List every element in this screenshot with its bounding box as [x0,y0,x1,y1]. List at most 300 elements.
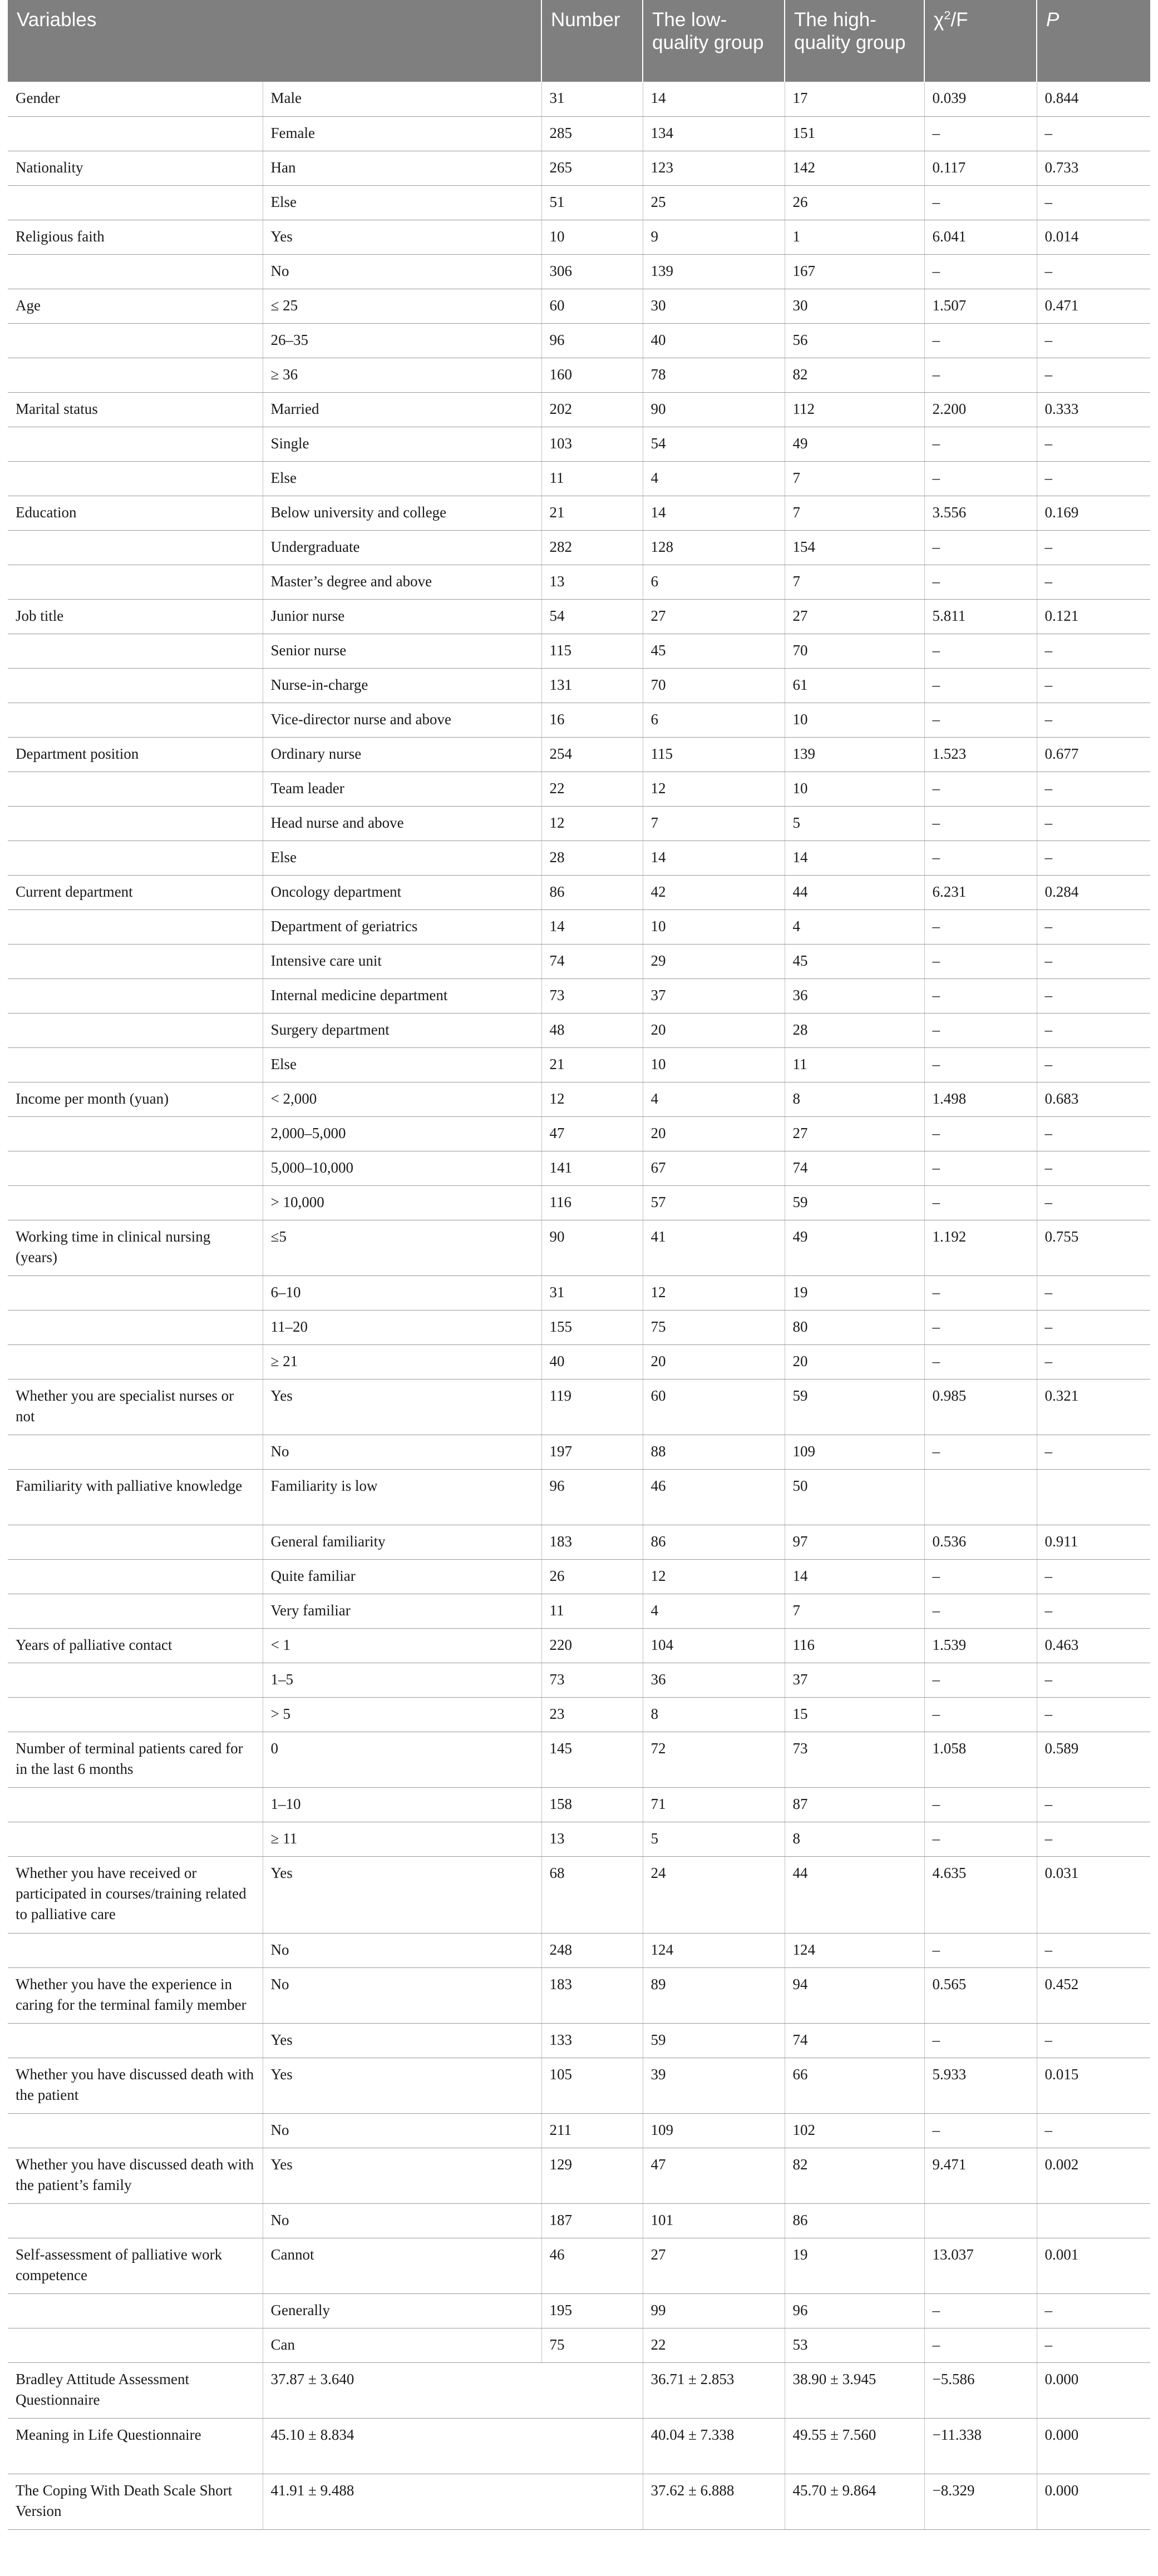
variable-cell: Familiarity with palliative knowledge [8,1469,263,1525]
category-cell: No [263,2203,541,2238]
number-cell: 73 [541,1663,643,1697]
high-group-cell: 50 [785,1469,924,1525]
low-group-cell: 20 [643,1116,785,1151]
chi-square-cell: – [924,1663,1037,1697]
chi-square-cell: – [924,1275,1037,1310]
table-row [8,1732,1150,1787]
category-cell: Ordinary nurse [263,737,541,772]
table-row [8,1435,1150,1469]
variable-cell: Whether you have the experience in caring for the terminal family member [8,1967,263,2023]
variable-cell [8,185,263,220]
low-group-cell: 45 [643,634,785,668]
category-cell: ≥ 11 [263,1822,541,1856]
category-cell: Master’s degree and above [263,565,541,599]
chi-square-cell: 5.811 [924,599,1037,634]
chi-square-cell: 9.471 [924,2148,1037,2203]
number-cell: 51 [541,185,643,220]
number-cell: 46 [541,2238,643,2293]
p-value-cell: – [1037,2113,1150,2148]
variable-cell [8,668,263,703]
number-cell: 41.91 ± 9.488 [263,2474,643,2529]
number-cell: 195 [541,2293,643,2328]
chi-square-cell: 1.523 [924,737,1037,772]
number-cell: 141 [541,1151,643,1185]
low-group-cell: 4 [643,1082,785,1116]
category-cell: > 10,000 [263,1185,541,1220]
low-group-cell: 8 [643,1697,785,1732]
p-value-cell: – [1037,1663,1150,1697]
low-group-cell: 86 [643,1525,785,1559]
chi-square-cell: – [924,1822,1037,1856]
p-value-cell: 0.014 [1037,220,1150,254]
number-cell: 254 [541,737,643,772]
variable-cell: Nationality [8,151,263,185]
p-value-cell: – [1037,1697,1150,1732]
chi-square-cell: – [924,530,1037,565]
category-cell: Else [263,840,541,875]
low-group-cell: 71 [643,1787,785,1822]
high-group-cell: 74 [785,1151,924,1185]
variable-cell [8,806,263,840]
high-group-cell: 7 [785,461,924,496]
table-row [8,116,1150,151]
p-value-cell: 0.001 [1037,2238,1150,2293]
category-cell: General familiarity [263,1525,541,1559]
low-group-cell: 115 [643,737,785,772]
category-cell: Department of geriatrics [263,909,541,944]
p-value-cell: – [1037,2023,1150,2058]
variable-cell [8,565,263,599]
high-group-cell: 56 [785,323,924,358]
variable-cell [8,2293,263,2328]
low-group-cell: 42 [643,875,785,909]
p-value-cell: – [1037,1344,1150,1379]
table-row [8,1344,1150,1379]
high-group-cell: 102 [785,2113,924,2148]
high-group-cell: 86 [785,2203,924,2238]
p-value-cell: – [1037,427,1150,461]
header-number: Number [541,0,643,82]
variable-cell [8,1594,263,1628]
chi-square-cell: −11.338 [924,2418,1037,2474]
low-group-cell: 6 [643,565,785,599]
chi-square-cell: – [924,2113,1037,2148]
variable-cell [8,1822,263,1856]
low-group-cell: 20 [643,1013,785,1047]
category-cell: Can [263,2328,541,2362]
chi-square-cell: – [924,1559,1037,1594]
variable-cell: Age [8,289,263,323]
variable-cell: Working time in clinical nursing (years) [8,1220,263,1275]
category-cell: Nurse-in-charge [263,668,541,703]
p-value-cell: – [1037,1559,1150,1594]
number-cell: 11 [541,461,643,496]
number-cell: 211 [541,2113,643,2148]
p-value-cell: – [1037,461,1150,496]
category-cell: Surgery department [263,1013,541,1047]
category-cell: 1–10 [263,1787,541,1822]
table-row [8,875,1150,909]
low-group-cell: 12 [643,1559,785,1594]
category-cell: 5,000–10,000 [263,1151,541,1185]
variable-cell [8,1525,263,1559]
table-row [8,1594,1150,1628]
high-group-cell: 61 [785,668,924,703]
high-group-cell: 26 [785,185,924,220]
variable-cell [8,840,263,875]
high-group-cell: 17 [785,82,924,116]
variable-cell: Current department [8,875,263,909]
high-group-cell: 167 [785,254,924,289]
category-cell: Internal medicine department [263,978,541,1013]
category-cell: 0 [263,1732,541,1787]
p-value-cell: – [1037,1275,1150,1310]
p-value-cell: – [1037,772,1150,806]
category-cell: No [263,1967,541,2023]
variable-cell: Bradley Attitude Assessment Questionnaire [8,2362,263,2418]
high-group-cell: 74 [785,2023,924,2058]
number-cell: 155 [541,1310,643,1344]
number-cell: 105 [541,2058,643,2113]
chi-square-cell: 6.231 [924,875,1037,909]
variable-cell [8,909,263,944]
low-group-cell: 46 [643,1469,785,1525]
variable-cell: Self-assessment of palliative work competence [8,2238,263,2293]
chi-square-cell: – [924,1933,1037,1967]
high-group-cell: 10 [785,772,924,806]
p-value-cell: 0.002 [1037,2148,1150,2203]
category-cell: Senior nurse [263,634,541,668]
p-value-cell: – [1037,323,1150,358]
low-group-cell: 5 [643,1822,785,1856]
number-cell: 54 [541,599,643,634]
variable-cell [8,1275,263,1310]
p-value-cell: – [1037,1822,1150,1856]
table-row [8,496,1150,530]
variable-cell [8,116,263,151]
high-group-cell: 30 [785,289,924,323]
variable-cell [8,1787,263,1822]
table-row [8,944,1150,978]
chi-square-cell: 0.536 [924,1525,1037,1559]
low-group-cell: 4 [643,461,785,496]
p-value-cell: – [1037,1310,1150,1344]
number-cell: 12 [541,806,643,840]
chi-square-cell: – [924,565,1037,599]
chi-square-cell: – [924,323,1037,358]
high-group-cell: 45.70 ± 9.864 [785,2474,924,2529]
number-cell: 248 [541,1933,643,1967]
high-group-cell: 14 [785,840,924,875]
p-value-cell: – [1037,1013,1150,1047]
chi-square-cell: – [924,2023,1037,2058]
high-group-cell: 4 [785,909,924,944]
low-group-cell: 60 [643,1379,785,1435]
variable-cell: Whether you have discussed death with the patient’s family [8,2148,263,2203]
high-group-cell: 38.90 ± 3.945 [785,2362,924,2418]
low-group-cell: 70 [643,668,785,703]
p-value-cell: – [1037,1594,1150,1628]
table-row [8,806,1150,840]
high-group-cell: 87 [785,1787,924,1822]
chi-square-cell: – [924,461,1037,496]
chi-square-cell: – [924,806,1037,840]
chi-suffix: /F [950,9,968,31]
chi-square-cell: – [924,1787,1037,1822]
high-group-cell: 116 [785,1628,924,1663]
category-cell: Else [263,185,541,220]
p-value-cell: 0.000 [1037,2362,1150,2418]
chi-square-cell: – [924,1697,1037,1732]
number-cell: 13 [541,1822,643,1856]
chi-square-cell: – [924,116,1037,151]
chi-square-cell: – [924,2293,1037,2328]
p-value-cell: 0.844 [1037,82,1150,116]
table-row [8,737,1150,772]
p-value-cell: 0.452 [1037,1967,1150,2023]
low-group-cell: 10 [643,909,785,944]
chi-square-cell: – [924,1185,1037,1220]
number-cell: 13 [541,565,643,599]
low-group-cell: 12 [643,772,785,806]
category-cell: No [263,1933,541,1967]
table-row [8,2023,1150,2058]
low-group-cell: 29 [643,944,785,978]
p-value-cell: – [1037,1435,1150,1469]
low-group-cell: 4 [643,1594,785,1628]
chi-square-cell: – [924,1013,1037,1047]
table-row [8,1275,1150,1310]
category-cell: Yes [263,1856,541,1933]
low-group-cell: 36.71 ± 2.853 [643,2362,785,2418]
variable-cell: Marital status [8,392,263,427]
high-group-cell: 5 [785,806,924,840]
low-group-cell: 10 [643,1047,785,1082]
chi-square-cell: – [924,2328,1037,2362]
p-value-cell: – [1037,358,1150,392]
category-cell: 1–5 [263,1663,541,1697]
high-group-cell: 80 [785,1310,924,1344]
chi-square-cell: 13.037 [924,2238,1037,2293]
chi-square-cell: 1.192 [924,1220,1037,1275]
low-group-cell: 40 [643,323,785,358]
category-cell: Yes [263,2023,541,2058]
category-cell: Else [263,1047,541,1082]
p-value-cell: – [1037,2328,1150,2362]
header-high-quality-group: The high-quality group [785,0,924,82]
table-row [8,2203,1150,2238]
variable-cell [8,1344,263,1379]
high-group-cell: 142 [785,151,924,185]
p-value-cell: – [1037,530,1150,565]
low-group-cell: 9 [643,220,785,254]
low-group-cell: 47 [643,2148,785,2203]
variable-cell [8,1013,263,1047]
low-group-cell: 72 [643,1732,785,1787]
high-group-cell: 59 [785,1379,924,1435]
variable-cell [8,1435,263,1469]
table-row [8,1933,1150,1967]
high-group-cell: 154 [785,530,924,565]
low-group-cell: 88 [643,1435,785,1469]
table-row [8,2058,1150,2113]
high-group-cell: 151 [785,116,924,151]
p-value-cell [1037,1469,1150,1525]
high-group-cell: 7 [785,1594,924,1628]
number-cell: 96 [541,1469,643,1525]
chi-symbol: χ [934,9,944,31]
number-cell: 202 [541,392,643,427]
low-group-cell: 40.04 ± 7.338 [643,2418,785,2474]
p-value-cell: – [1037,1787,1150,1822]
variable-cell [8,358,263,392]
number-cell: 73 [541,978,643,1013]
category-cell: Quite familiar [263,1559,541,1594]
variable-cell [8,2203,263,2238]
number-cell: 103 [541,427,643,461]
low-group-cell: 78 [643,358,785,392]
low-group-cell: 25 [643,185,785,220]
variable-cell [8,1185,263,1220]
number-cell: 129 [541,2148,643,2203]
low-group-cell: 7 [643,806,785,840]
p-value-cell: 0.683 [1037,1082,1150,1116]
category-cell: Yes [263,1379,541,1435]
number-cell: 37.87 ± 3.640 [263,2362,643,2418]
p-value-cell: – [1037,116,1150,151]
number-cell: 22 [541,772,643,806]
number-cell: 96 [541,323,643,358]
p-value-cell: 0.755 [1037,1220,1150,1275]
category-cell: No [263,1435,541,1469]
p-value-cell: – [1037,1933,1150,1967]
number-cell: 306 [541,254,643,289]
low-group-cell: 22 [643,2328,785,2362]
variable-cell [8,1663,263,1697]
table-row [8,1379,1150,1435]
number-cell: 10 [541,220,643,254]
high-group-cell: 49.55 ± 7.560 [785,2418,924,2474]
high-group-cell: 49 [785,1220,924,1275]
category-cell: Male [263,82,541,116]
p-value-cell: – [1037,185,1150,220]
table-row [8,254,1150,289]
category-cell: 2,000–5,000 [263,1116,541,1151]
p-value-cell: 0.031 [1037,1856,1150,1933]
chi-square-cell: – [924,1047,1037,1082]
high-group-cell: 10 [785,703,924,737]
chi-square-cell: 1.498 [924,1082,1037,1116]
number-cell: 197 [541,1435,643,1469]
high-group-cell: 1 [785,220,924,254]
number-cell: 86 [541,875,643,909]
variable-cell [8,1697,263,1732]
p-value-cell: 0.733 [1037,151,1150,185]
category-cell: Team leader [263,772,541,806]
category-cell: Oncology department [263,875,541,909]
chi-square-cell: – [924,427,1037,461]
high-group-cell: 7 [785,496,924,530]
p-value-cell: – [1037,806,1150,840]
number-cell: 115 [541,634,643,668]
table-row [8,599,1150,634]
category-cell: 6–10 [263,1275,541,1310]
high-group-cell: 27 [785,599,924,634]
low-group-cell: 124 [643,1933,785,1967]
number-cell: 12 [541,1082,643,1116]
number-cell: 16 [541,703,643,737]
p-value-cell: – [1037,1047,1150,1082]
p-value-cell: – [1037,1151,1150,1185]
number-cell: 183 [541,1967,643,2023]
table-row [8,82,1150,116]
table-row [8,1663,1150,1697]
number-cell: 160 [541,358,643,392]
p-value-cell: – [1037,1185,1150,1220]
high-group-cell: 37 [785,1663,924,1697]
category-cell: Yes [263,220,541,254]
category-cell: > 5 [263,1697,541,1732]
category-cell: Vice-director nurse and above [263,703,541,737]
high-group-cell: 8 [785,1082,924,1116]
table-row [8,772,1150,806]
variable-cell [8,1047,263,1082]
chi-square-cell: – [924,1116,1037,1151]
category-cell: Intensive care unit [263,944,541,978]
high-group-cell: 28 [785,1013,924,1047]
table-row [8,461,1150,496]
variable-cell [8,1151,263,1185]
category-cell: Han [263,151,541,185]
high-group-cell: 19 [785,1275,924,1310]
high-group-cell: 45 [785,944,924,978]
table-row [8,1116,1150,1151]
low-group-cell: 24 [643,1856,785,1933]
number-cell: 265 [541,151,643,185]
p-value-cell: – [1037,1116,1150,1151]
chi-square-cell: – [924,185,1037,220]
number-cell: 158 [541,1787,643,1822]
high-group-cell: 70 [785,634,924,668]
p-value-cell: – [1037,978,1150,1013]
variable-cell: The Coping With Death Scale Short Version [8,2474,263,2529]
category-cell: Below university and college [263,496,541,530]
table-row [8,1697,1150,1732]
table-row [8,1082,1150,1116]
category-cell: 26–35 [263,323,541,358]
high-group-cell: 7 [785,565,924,599]
category-cell: ≥ 36 [263,358,541,392]
high-group-cell: 96 [785,2293,924,2328]
chi-square-cell: – [924,1594,1037,1628]
chi-square-cell: – [924,668,1037,703]
number-cell: 183 [541,1525,643,1559]
table-row [8,392,1150,427]
table-row [8,1185,1150,1220]
number-cell: 90 [541,1220,643,1275]
chi-square-cell: – [924,772,1037,806]
table-row [8,1628,1150,1663]
summary-row [8,2362,1150,2418]
chi-square-cell: – [924,1310,1037,1344]
low-group-cell: 104 [643,1628,785,1663]
chi-square-cell: – [924,703,1037,737]
variable-cell: Religious faith [8,220,263,254]
table-row [8,151,1150,185]
low-group-cell: 139 [643,254,785,289]
chi-superscript: 2 [944,8,951,22]
p-value-cell: 0.589 [1037,1732,1150,1787]
